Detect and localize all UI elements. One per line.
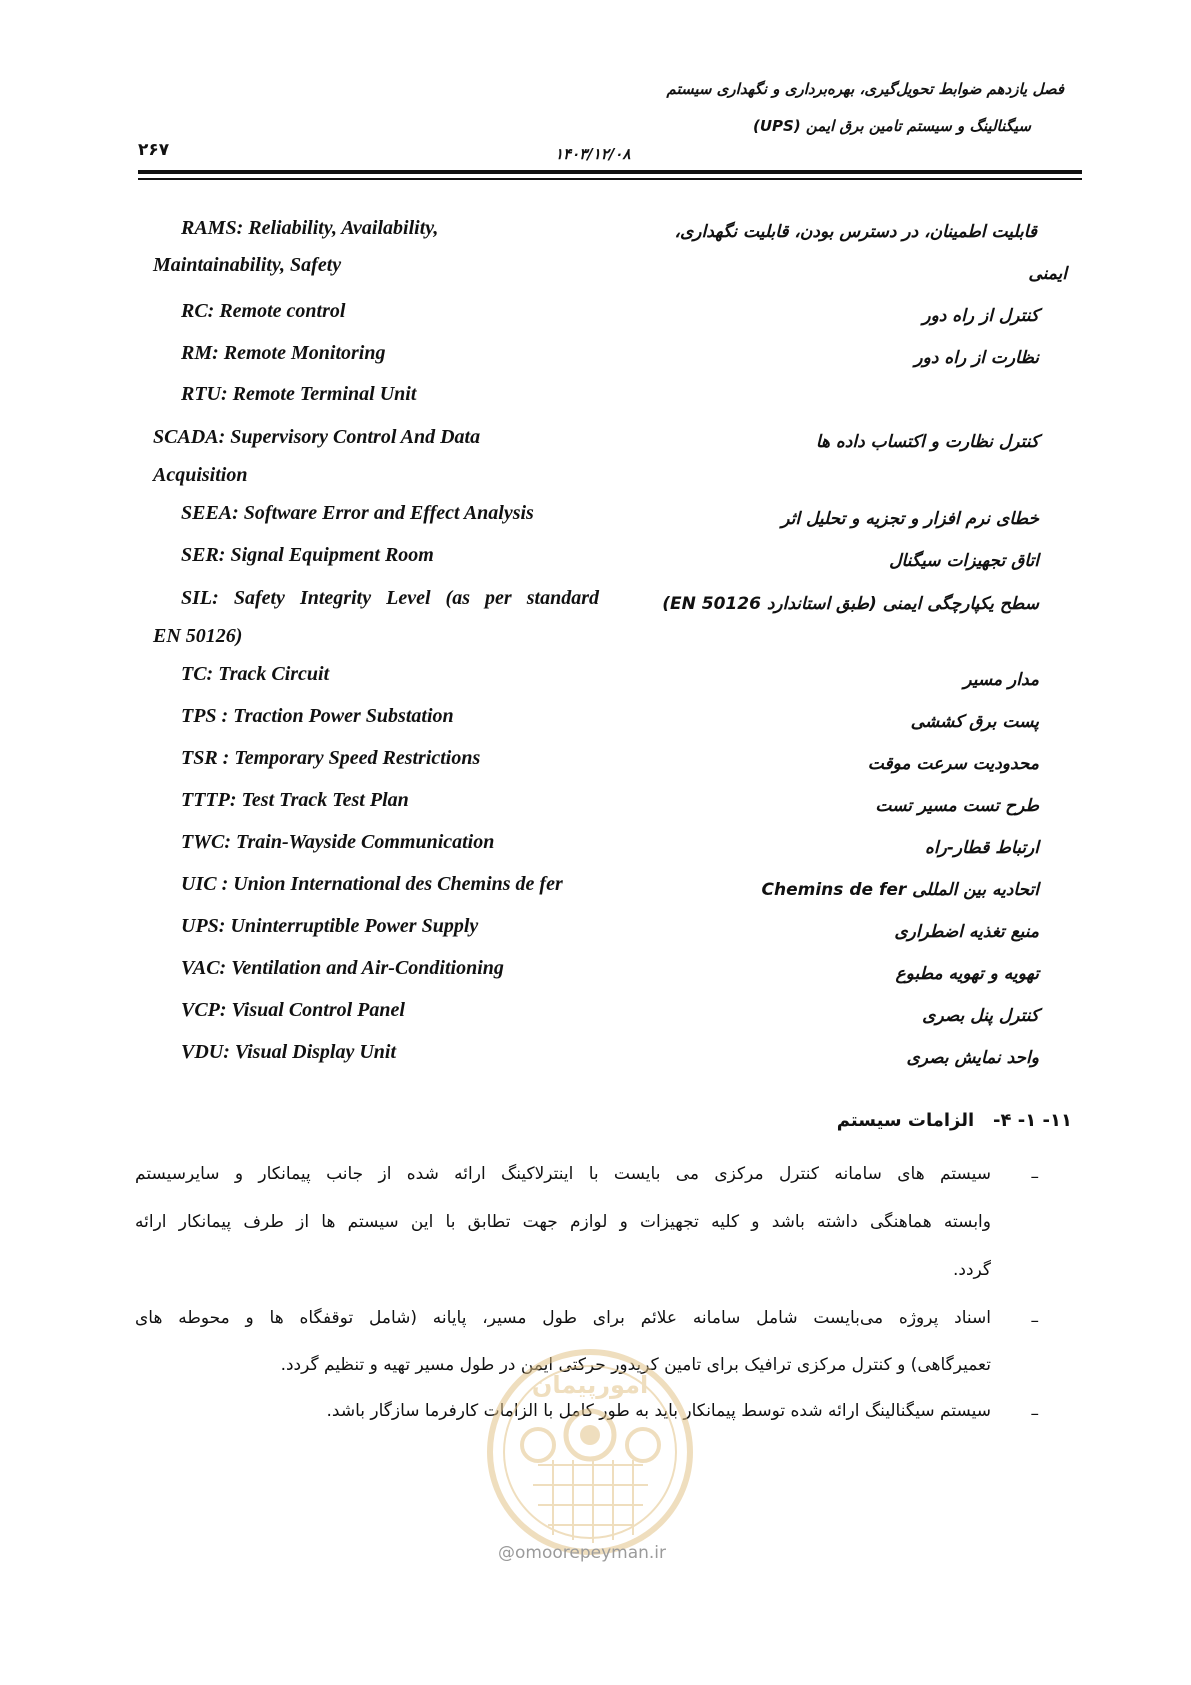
abbr-en-sil-line1: SIL: Safety Integrity Level (as per standard [181, 587, 599, 609]
bullet-1-line2: وابسته هماهنگی داشته باشد و کلیه تجهیزات و لوازم جهت تطابق با این سیستم ها از طرف پیمانکار ارائه [135, 1212, 991, 1232]
abbr-fa-uic: اتحادیه بین المللی Chemins de fer [761, 880, 1039, 900]
section-title: الزامات سیستم [836, 1110, 975, 1131]
abbr-fa-tttp: طرح تست مسیر تست [875, 796, 1039, 816]
abbr-en-sil-line2: EN 50126) [153, 625, 243, 647]
watermark-site-text: @omoorepeyman.ir [498, 1543, 667, 1563]
abbr-fa-seea: خطای نرم افزار و تجزیه و تحلیل اثر [781, 509, 1039, 529]
abbr-fa-rams-line2: ایمنی [1028, 264, 1067, 284]
bullet-2-line2: تعمیرگاهی) و کنترل مرکزی ترافیک برای تامین کریدور حرکتی ایمن در طول مسیر تهیه و تنظیم گردد. [280, 1355, 991, 1375]
watermark-logo-text: امورپیمان [531, 1371, 649, 1399]
abbr-fa-sil: سطح یکپارچگی ایمنی (طبق استاندارد EN 50126) [662, 594, 1039, 614]
section-number: ۱۱- ۱- ۴- [993, 1110, 1072, 1131]
document-date: ۱۴۰۳/۱۲/۰۸ [555, 145, 631, 163]
abbr-en-tc: TC: Track Circuit [181, 663, 330, 685]
abbr-en-scada-line2: Acquisition [153, 464, 248, 486]
header-rule-thick [138, 170, 1082, 174]
abbr-fa-vcp: کنترل پنل بصری [922, 1006, 1039, 1026]
abbr-en-ups: UPS: Uninterruptible Power Supply [181, 915, 479, 937]
abbr-fa-tc: مدار مسیر [963, 670, 1039, 690]
bullet-2-line1: اسناد پروژه می‌بایست شامل سامانه علائم برای طول مسیر، پایانه (شامل توقفگاه ها و محوطه های [135, 1308, 991, 1328]
bullet-dash-2: – [1030, 1311, 1039, 1331]
abbr-fa-twc: ارتباط قطار-راه [925, 838, 1039, 858]
bullet-dash-1: – [1030, 1167, 1039, 1187]
abbr-fa-rc: کنترل از راه دور [922, 306, 1039, 326]
abbr-en-twc: TWC: Train-Wayside Communication [181, 831, 495, 853]
abbr-fa-tps: پست برق کششی [910, 712, 1039, 732]
abbr-en-tsr: TSR : Temporary Speed Restrictions [181, 747, 481, 769]
chapter-title-line1: فصل یازدهم ضوابط تحویل‌گیری، بهره‌برداری و نگهداری سیستم [666, 80, 1064, 98]
abbr-en-rams-line2: Maintainability, Safety [153, 254, 342, 276]
bullet-3-line1: سیستم سیگنالینگ ارائه شده توسط پیمانکار باید به طور کامل با الزامات کارفرما سازگار باشد. [326, 1401, 991, 1421]
abbr-fa-ser: اتاق تجهیزات سیگنال [889, 551, 1039, 571]
abbr-fa-vac: تهویه و تهویه مطبوع [895, 964, 1039, 984]
abbr-fa-scada: کنترل نظارت و اکتساب داده ها [815, 432, 1039, 452]
abbr-en-tps: TPS : Traction Power Substation [181, 705, 454, 727]
bullet-1-line3: گردد. [952, 1260, 991, 1280]
watermark-logo-icon [483, 1345, 698, 1560]
page-number: ۲۶۷ [138, 140, 170, 160]
abbr-fa-tsr: محدودیت سرعت موقت [867, 754, 1039, 774]
abbr-en-seea: SEEA: Software Error and Effect Analysis [181, 502, 534, 524]
bullet-1-line1: سیستم های سامانه کنترل مرکزی می بایست با اینترلاکینگ ارائه شده از جانب پیمانکار و سایرسیستم [135, 1164, 991, 1184]
abbr-fa-ups: منبع تغذیه اضطراری [894, 922, 1039, 942]
abbr-en-uic: UIC : Union International des Chemins de fer [181, 873, 563, 895]
abbr-fa-rams-line1: قابلیت اطمینان، در دسترس بودن، قابلیت نگهداری، [674, 222, 1037, 242]
abbr-en-tttp: TTTP: Test Track Test Plan [181, 789, 409, 811]
abbr-en-vcp: VCP: Visual Control Panel [181, 999, 405, 1021]
abbr-fa-rm: نظارت از راه دور [914, 348, 1039, 368]
abbr-en-rc: RC: Remote control [181, 300, 346, 322]
section-heading [837, 1110, 1072, 1131]
abbr-en-rm: RM: Remote Monitoring [181, 342, 386, 364]
abbr-fa-vdu: واحد نمایش بصری [906, 1048, 1039, 1068]
abbr-en-rtu: RTU: Remote Terminal Unit [181, 383, 417, 405]
chapter-title-line2: سیگنالینگ و سیستم تامین برق ایمن (UPS) [752, 117, 1031, 135]
abbr-en-vac: VAC: Ventilation and Air-Conditioning [181, 957, 504, 979]
abbr-en-vdu: VDU: Visual Display Unit [181, 1041, 397, 1063]
bullet-dash-3: – [1030, 1404, 1039, 1424]
abbr-en-ser: SER: Signal Equipment Room [181, 544, 434, 566]
abbr-en-scada-line1: SCADA: Supervisory Control And Data [153, 426, 481, 448]
abbr-en-rams-line1: RAMS: Reliability, Availability, [181, 217, 439, 239]
header-rule-thin [138, 178, 1082, 180]
